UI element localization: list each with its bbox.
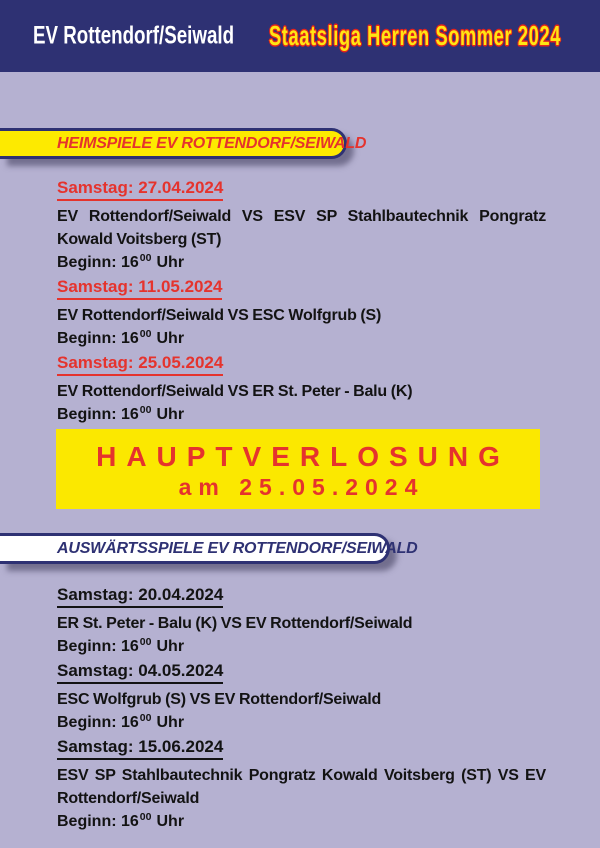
time-superscript: 00: [139, 712, 152, 724]
game-date: Samstag: 04.05.2024: [57, 661, 223, 684]
time-superscript: 00: [139, 811, 152, 823]
home-game-2: [57, 277, 546, 350]
game-match: EV Rottendorf/Seiwald VS ESC Wolfgrub (S): [57, 307, 382, 324]
time-superscript: 00: [139, 636, 152, 648]
time-prefix: Beginn: 16: [57, 330, 139, 347]
time-prefix: Beginn: 16: [57, 406, 139, 423]
game-start-time: [57, 713, 546, 734]
time-superscript: 00: [139, 404, 152, 416]
time-unit: Uhr: [156, 638, 185, 655]
game-date: Samstag: 27.04.2024: [57, 178, 223, 201]
header-bar: [0, 0, 600, 72]
game-match: ER St. Peter - Balu (K) VS EV Rottendorf/Seiwald: [57, 615, 413, 632]
game-start-time: [57, 405, 546, 426]
home-banner-label: HEIMSPIELE EV ROTTENDORF/SEIWALD: [57, 134, 367, 152]
time-unit: Uhr: [156, 813, 185, 830]
game-date-row: [57, 353, 546, 376]
lottery-subtitle: am 25.05.2024: [178, 474, 425, 500]
game-start-time: [57, 637, 546, 658]
time-prefix: Beginn: 16: [57, 813, 139, 830]
game-date: Samstag: 15.06.2024: [57, 737, 223, 760]
time-unit: Uhr: [156, 714, 185, 731]
time-superscript: 00: [139, 328, 152, 340]
game-start-time: [57, 329, 546, 350]
game-date-row: [57, 277, 546, 300]
time-unit: Uhr: [156, 254, 185, 271]
game-date-row: [57, 737, 546, 760]
lottery-title: HAUPTVERLOSUNG: [96, 441, 510, 472]
away-games-section: [57, 585, 546, 836]
game-date-row: [57, 661, 546, 684]
game-match: EV Rottendorf/Seiwald VS ESV SP Stahlbautechnik Pongratz Kowald Voitsberg (ST): [57, 208, 546, 248]
club-name: EV Rottendorf/Seiwald: [33, 21, 235, 50]
away-game-2: [57, 661, 546, 734]
league-title: Staatsliga Herren Sommer 2024: [269, 20, 561, 51]
time-superscript: 00: [139, 252, 152, 264]
game-match: ESC Wolfgrub (S) VS EV Rottendorf/Seiwald: [57, 691, 382, 708]
away-banner-label: AUSWÄRTSSPIELE EV ROTTENDORF/SEIWALD: [57, 539, 418, 557]
game-date-row: [57, 585, 546, 608]
time-prefix: Beginn: 16: [57, 638, 139, 655]
home-game-1: [57, 178, 546, 274]
time-prefix: Beginn: 16: [57, 254, 139, 271]
game-match: EV Rottendorf/Seiwald VS ER St. Peter - Balu (K): [57, 383, 413, 400]
game-date: Samstag: 25.05.2024: [57, 353, 223, 376]
home-games-section: [57, 178, 546, 429]
game-start-time: [57, 812, 546, 833]
home-game-3: [57, 353, 546, 426]
away-game-1: [57, 585, 546, 658]
lottery-box: [56, 429, 540, 509]
home-games-banner: [0, 128, 367, 159]
away-games-banner: [0, 533, 418, 564]
game-match: ESV SP Stahlbautechnik Pongratz Kowald Voitsberg (ST) VS EV Rottendorf/Seiwald: [57, 767, 546, 807]
game-start-time: [57, 253, 546, 274]
time-unit: Uhr: [156, 406, 185, 423]
away-game-3: [57, 737, 546, 833]
game-date: Samstag: 11.05.2024: [57, 277, 222, 300]
game-date: Samstag: 20.04.2024: [57, 585, 223, 608]
time-unit: Uhr: [156, 330, 185, 347]
game-date-row: [57, 178, 546, 201]
time-prefix: Beginn: 16: [57, 714, 139, 731]
